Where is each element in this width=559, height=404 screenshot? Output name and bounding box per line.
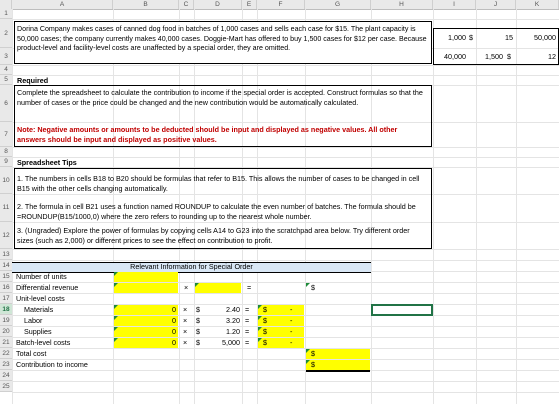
required-text[interactable]: Complete the spreadsheet to calculate the contribution to income if the special order is accepted. Construct formulas so that the number of cases or the price could be changed and the new contribution would be automatically calculated. <box>17 88 423 107</box>
column-header-b[interactable]: B <box>113 0 179 9</box>
tip-2[interactable]: 2. The formula in cell B21 uses a function named ROUNDUP to calculate the even number of batches. The formula should be =ROUNDUP(B15/1000,0) where the zero refers to rounding up to the nearest whole number. <box>17 202 416 221</box>
column-header-k[interactable]: K <box>516 0 559 9</box>
row-header-8[interactable]: 8 <box>0 147 12 157</box>
equals-sign-19: = <box>245 316 250 325</box>
label-number-of-units[interactable]: Number of units <box>16 272 67 281</box>
row-header-14[interactable]: 14 <box>0 260 12 271</box>
formula-indicator-icon <box>306 283 310 287</box>
dash-f19: - <box>290 316 293 325</box>
formula-indicator-icon <box>114 338 118 342</box>
column-header-i[interactable]: I <box>433 0 476 9</box>
formula-indicator-icon <box>114 283 118 287</box>
times-sign-16: × <box>184 283 189 292</box>
row-header-17[interactable]: 17 <box>0 293 12 304</box>
cell-j3-dollar: $ <box>507 52 511 61</box>
dollar-f18: $ <box>263 305 267 314</box>
row-header-18[interactable]: 18 <box>0 304 12 315</box>
times-sign-18: × <box>183 305 188 314</box>
input-b16-units[interactable] <box>114 283 178 293</box>
intro-text[interactable]: Dorina Company makes cases of canned dog food in batches of 1,000 cases and sells each case for $15. The plant capacity is 50,000 cases; the company currently makes 40,000 cases. Doggie-Mart has offered to buy 1,500 cases for $12 per case. Because product-level and facility-level costs are unaffected by a special order, they are omitted. <box>17 25 427 52</box>
row-header-7[interactable]: 7 <box>0 122 12 147</box>
label-labor[interactable]: Labor <box>24 316 43 325</box>
row-header-1[interactable]: 1 <box>0 9 12 19</box>
input-g23-contribution[interactable] <box>306 360 370 372</box>
formula-indicator-icon <box>114 327 118 331</box>
row-header-12[interactable]: 12 <box>0 222 12 249</box>
row-header-4[interactable]: 4 <box>0 65 12 75</box>
required-heading[interactable]: Required <box>17 76 49 85</box>
dollar-d19: $ <box>196 316 200 325</box>
dollar-g23: $ <box>311 360 315 369</box>
cell-i2-dollar: $ <box>469 33 473 42</box>
row-header-25[interactable]: 25 <box>0 381 12 392</box>
tips-heading[interactable]: Spreadsheet Tips <box>17 158 77 167</box>
column-header-g[interactable]: G <box>305 0 371 9</box>
rate-materials[interactable]: 2.40 <box>226 305 240 314</box>
dollar-g22: $ <box>311 349 315 358</box>
required-note[interactable]: Note: Negative amounts or amounts to be deducted should be input and displayed as negative values. All other answers should be input and displayed as positive values. <box>17 125 398 144</box>
row-header-2[interactable]: 2 <box>0 19 12 48</box>
cell-i3[interactable]: 40,000 <box>444 52 466 61</box>
column-header-h[interactable]: H <box>371 0 433 9</box>
formula-indicator-icon <box>306 360 310 364</box>
times-sign-20: × <box>183 327 188 336</box>
label-materials[interactable]: Materials <box>24 305 54 314</box>
cell-i2[interactable]: 1,000 <box>448 33 466 42</box>
column-header-a[interactable]: A <box>12 0 113 9</box>
column-header-j[interactable]: J <box>476 0 516 9</box>
value-b19[interactable]: 0 <box>172 316 176 325</box>
row-header-22[interactable]: 22 <box>0 348 12 359</box>
row-header-13[interactable]: 13 <box>0 249 12 260</box>
row-header-9[interactable]: 9 <box>0 157 12 167</box>
row-header-11[interactable]: 11 <box>0 194 12 222</box>
cell-j2[interactable]: 15 <box>505 33 513 42</box>
equals-sign-21: = <box>245 338 250 347</box>
dollar-f20: $ <box>263 327 267 336</box>
rate-supplies[interactable]: 1.20 <box>226 327 240 336</box>
dollar-d18: $ <box>196 305 200 314</box>
cell-k2[interactable]: 50,000 <box>534 33 556 42</box>
tip-3[interactable]: 3. (Ungraded) Explore the power of formulas by copying cells A14 to G23 into the scratchpad area below. Try different order sizes (such as 2,000) or different prices to see the effect on contribution to profit. <box>17 226 410 245</box>
label-contribution-to-income[interactable]: Contribution to income <box>16 360 88 369</box>
label-differential-revenue[interactable]: Differential revenue <box>16 283 79 292</box>
formula-indicator-icon <box>114 305 118 309</box>
formula-indicator-icon <box>114 316 118 320</box>
cell-j3[interactable]: 1,500 <box>485 52 503 61</box>
row-header-5[interactable]: 5 <box>0 75 12 85</box>
label-total-cost[interactable]: Total cost <box>16 349 47 358</box>
dollar-f19: $ <box>263 316 267 325</box>
label-unit-level-costs[interactable]: Unit-level costs <box>16 294 65 303</box>
active-cell-selection[interactable] <box>371 304 433 316</box>
dash-f21: - <box>290 338 293 347</box>
value-b21[interactable]: 0 <box>172 338 176 347</box>
value-b20[interactable]: 0 <box>172 327 176 336</box>
special-order-banner[interactable]: Relevant Information for Special Order <box>12 262 371 273</box>
input-g22-total-cost[interactable] <box>306 349 370 359</box>
label-supplies[interactable]: Supplies <box>24 327 52 336</box>
row-header-23[interactable]: 23 <box>0 359 12 370</box>
times-sign-19: × <box>183 316 188 325</box>
column-header-c[interactable]: C <box>179 0 194 9</box>
row-header-3[interactable]: 3 <box>0 48 12 65</box>
column-header-e[interactable]: E <box>242 0 257 9</box>
rate-labor[interactable]: 3.20 <box>226 316 240 325</box>
column-header-d[interactable]: D <box>194 0 242 9</box>
formula-indicator-icon <box>258 338 262 342</box>
row-header-15[interactable]: 15 <box>0 271 12 282</box>
row-header-21[interactable]: 21 <box>0 337 12 348</box>
input-d16-price[interactable] <box>195 283 241 293</box>
dollar-g16: $ <box>311 283 315 292</box>
equals-sign-16: = <box>247 283 252 292</box>
dollar-d20: $ <box>196 327 200 336</box>
label-batch-level-costs[interactable]: Batch-level costs <box>16 338 71 347</box>
tip-1[interactable]: 1. The numbers in cells B18 to B20 should be formulas that refer to B15. This allows the number of cases to be changed in cell B15 with the other cells changing automatically. <box>17 174 420 193</box>
equals-sign-18: = <box>245 305 250 314</box>
dollar-d21: $ <box>196 338 200 347</box>
formula-indicator-icon <box>195 283 199 287</box>
row-header-19[interactable]: 19 <box>0 315 12 326</box>
dollar-f21: $ <box>263 338 267 347</box>
formula-indicator-icon <box>258 327 262 331</box>
row-header-24[interactable]: 24 <box>0 370 12 381</box>
select-all-corner[interactable] <box>0 0 12 9</box>
row-header-10[interactable]: 10 <box>0 167 12 194</box>
formula-indicator-icon <box>306 349 310 353</box>
input-b15-units[interactable] <box>114 272 178 282</box>
row-header-16[interactable]: 16 <box>0 282 12 293</box>
formula-indicator-icon <box>114 272 118 276</box>
formula-indicator-icon <box>258 305 262 309</box>
dash-f18: - <box>290 305 293 314</box>
formula-indicator-icon <box>258 316 262 320</box>
dash-f20: - <box>290 327 293 336</box>
value-b18[interactable]: 0 <box>172 305 176 314</box>
rate-batch[interactable]: 5,000 <box>222 338 240 347</box>
times-sign-21: × <box>183 338 188 347</box>
cell-k3[interactable]: 12 <box>548 52 556 61</box>
column-header-f[interactable]: F <box>257 0 305 9</box>
equals-sign-20: = <box>245 327 250 336</box>
row-header-6[interactable]: 6 <box>0 85 12 122</box>
row-header-20[interactable]: 20 <box>0 326 12 337</box>
